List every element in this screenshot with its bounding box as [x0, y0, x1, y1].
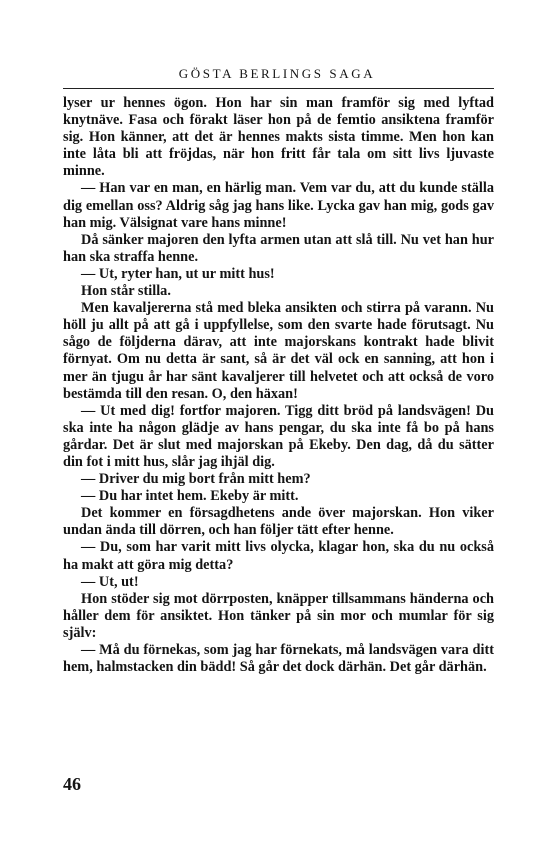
- paragraph: — Du har intet hem. Ekeby är mitt.: [81, 488, 299, 505]
- paragraph: — Han var en man, en härlig man. Vem var du, att du kunde ställa dig emellan oss? Aldrig såg jag hans like. Lycka gav han mig, gods gav han mig. Välsignat vare hans minne!: [63, 180, 494, 231]
- running-head: GÖSTA BERLINGS SAGA: [178, 66, 376, 81]
- paragraph: Då sänker majoren den lyfta armen utan att slå till. Nu vet han hur han ska straffa henne.: [63, 231, 494, 265]
- header-rule: [63, 88, 494, 89]
- paragraph: — Ut med dig! fortfor majoren. Tigg ditt bröd på landsvägen! Du ska inte ha någon glädje av hans pengar, du ska inte få bo på hans gårdar. Det är slut med majorskan på Ekeby. Den dag, då du sätter din fot i mitt hus, slår jag ihjäl dig.: [63, 402, 494, 470]
- paragraph: — Må du förnekas, som jag har förnekats, må landsvägen vara ditt hem, halmstacken din bädd! Så går det dock därhän. Det går därhän.: [63, 642, 494, 676]
- paragraph: Det kommer en försagdhetens ande över majorskan. Hon viker undan ända till dörren, och han följer tätt efter henne.: [63, 505, 494, 539]
- paragraph: lyser ur hennes ögon. Hon har sin man framför sig med lyftad knytnäve. Fasa och förakt läser hon på de femtio ansiktena framför sig. Hon känner, att det är hennes makts sista timme. Men hon kan inte låta bli att fröjdas, när hon fritt får tala om sitt livs ljuvaste minne.: [63, 95, 494, 180]
- paragraph: — Driver du mig bort från mitt hem?: [81, 471, 311, 488]
- paragraph: — Ut, ut!: [81, 573, 139, 590]
- paragraph: Men kavaljererna stå med bleka ansikten och stirra på varann. Nu höll ju allt på att gå i uppfyllelse, som den svarte hade förutsagt. Nu sågo de följderna därav, att inte majorskans kontrakt hade blivit förnyat. Om nu detta är sant, så är det väl ock en sanning, att hon i mer än tjugu år har sänt kavaljerer till helvetet och att också de voro bestämda till den resan. O, den häxan!: [63, 300, 494, 402]
- body-text: [63, 95, 494, 676]
- paragraph: — Ut, ryter han, ut ur mitt hus!: [81, 265, 275, 282]
- paragraph: Hon står stilla.: [81, 283, 171, 300]
- page-number: 46: [63, 774, 81, 794]
- paragraph: Hon stöder sig mot dörrposten, knäpper tillsammans händerna och håller dem för ansiktet. Hon tänker på sin mor och mumlar för sig själv:: [63, 590, 494, 641]
- paragraph: — Du, som har varit mitt livs olycka, klagar hon, ska du nu också ha makt att göra mig detta?: [63, 539, 494, 573]
